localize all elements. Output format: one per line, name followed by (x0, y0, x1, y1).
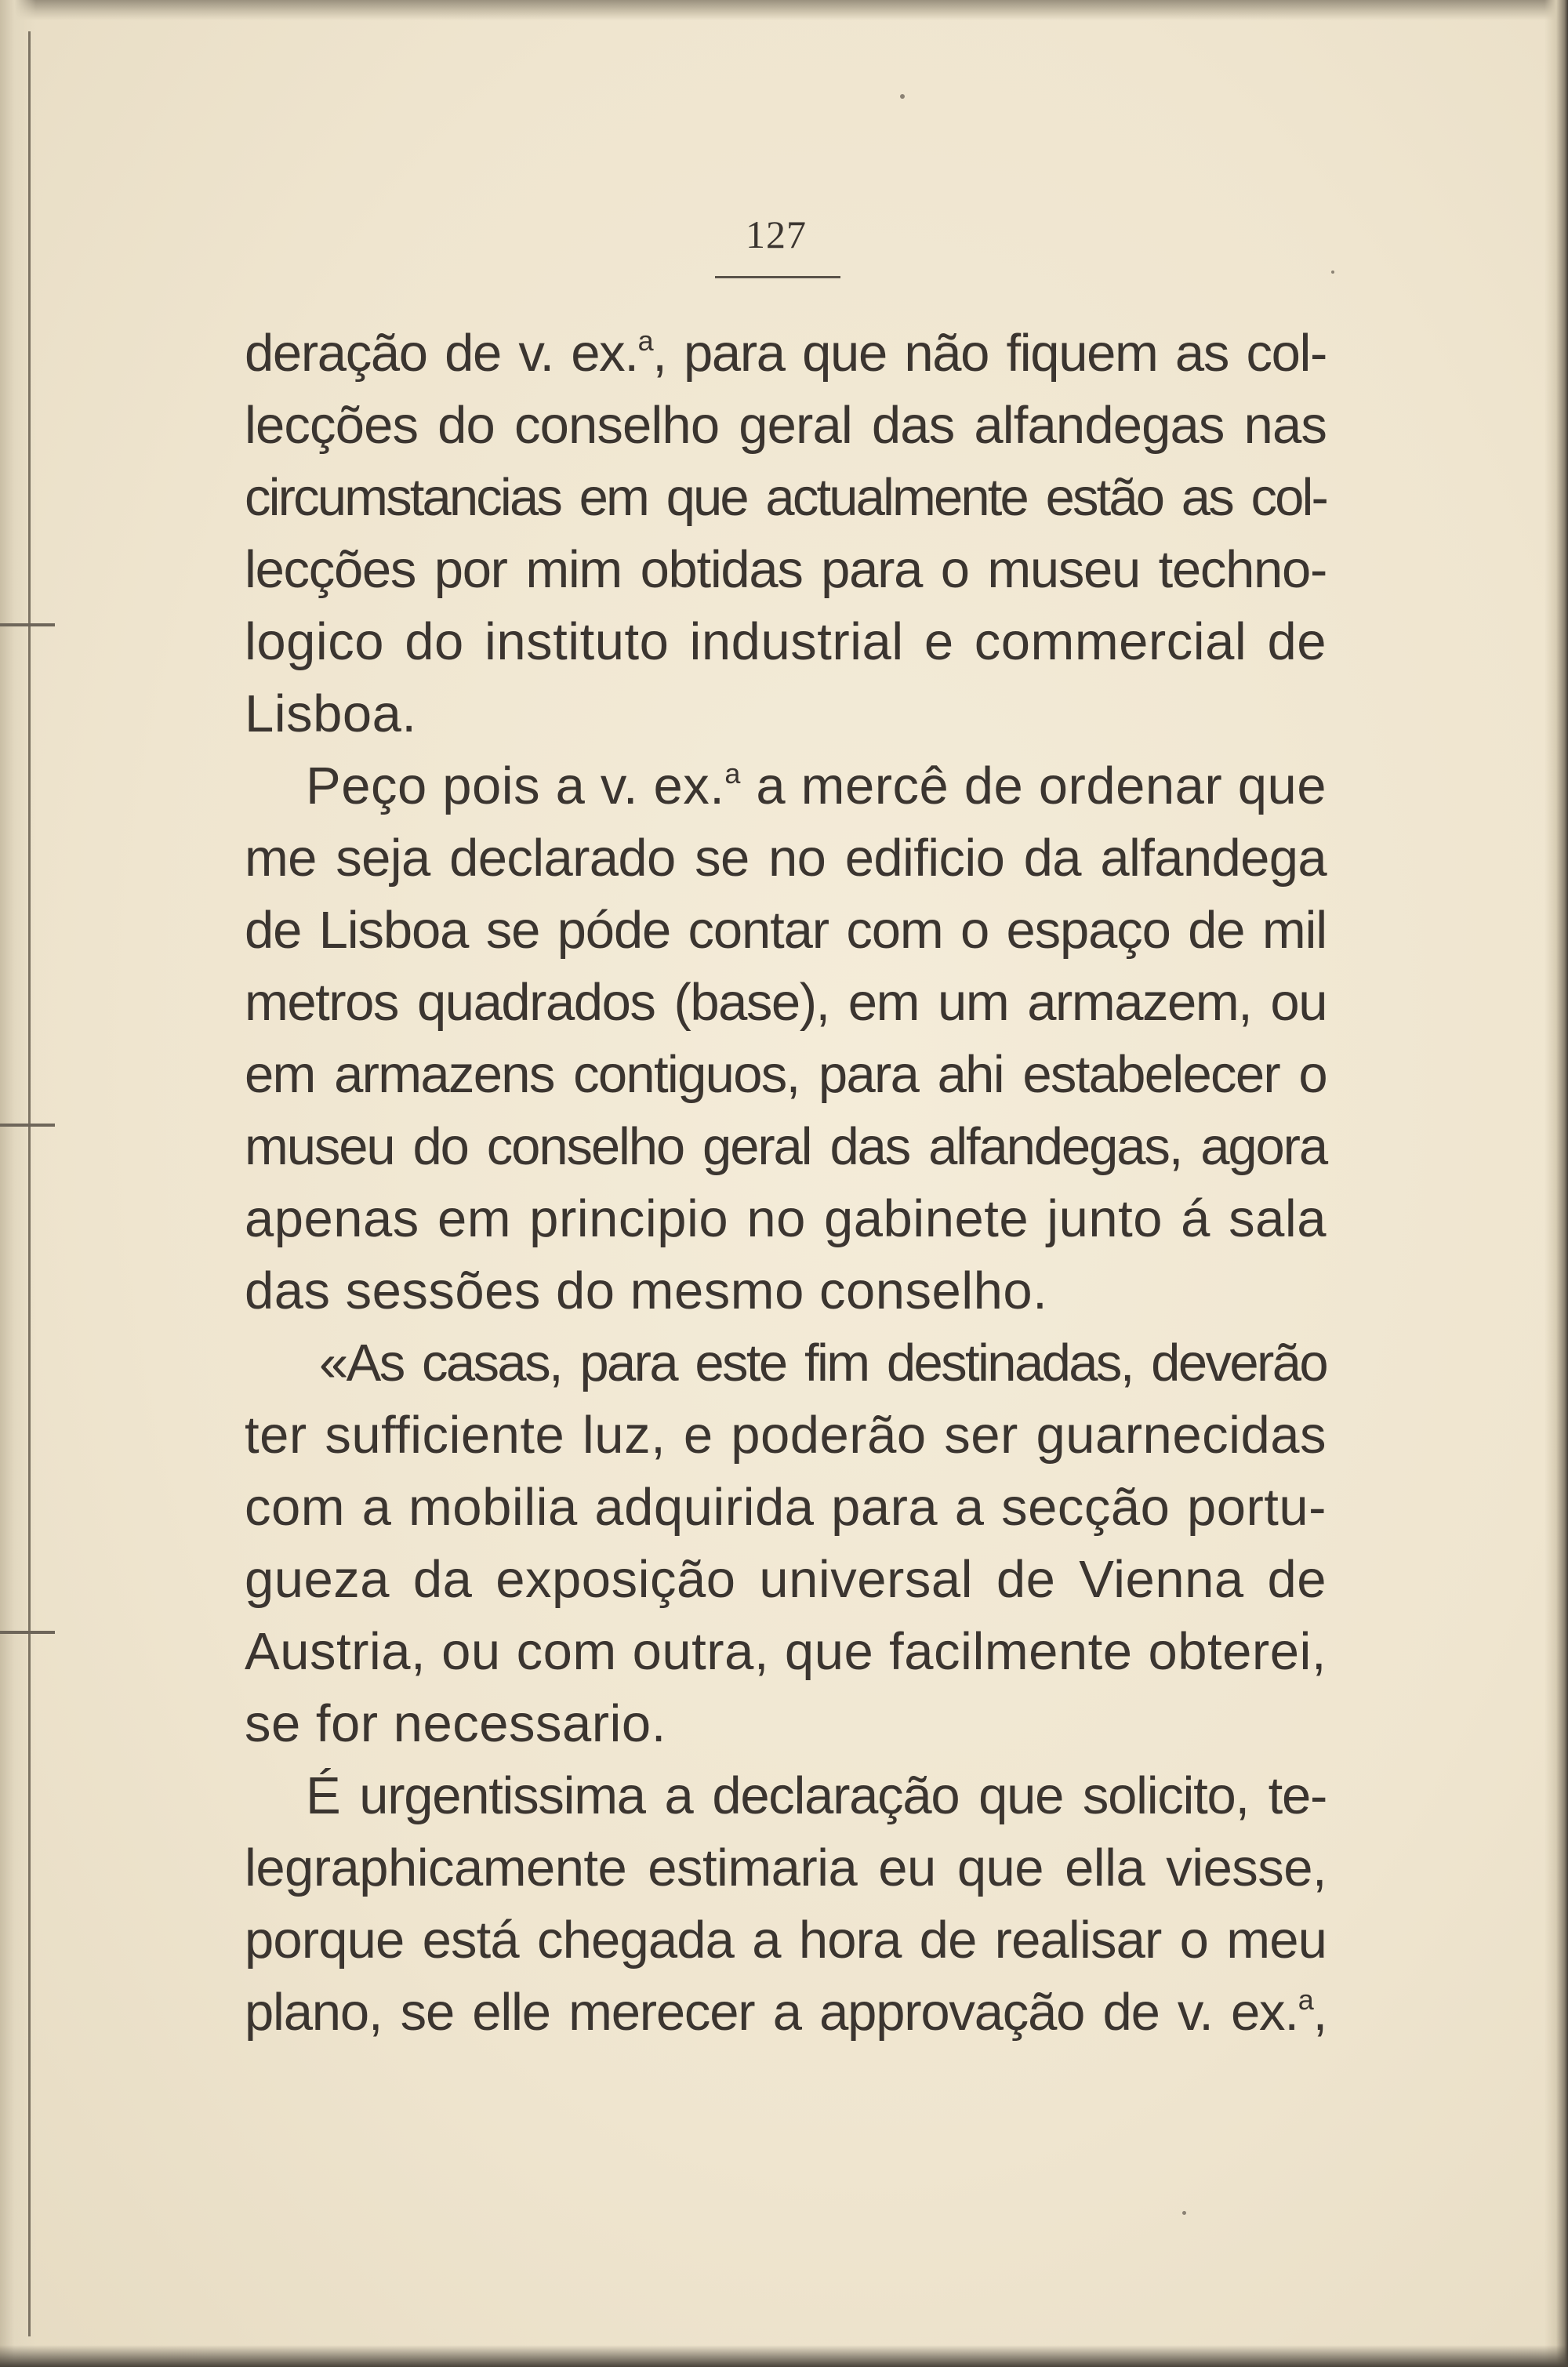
text-line: das sessões do mesmo conselho. (245, 1262, 1048, 1320)
text-line: logico do instituto industrial e commercial de (245, 612, 1327, 671)
text-line: circumstancias em que actualmente estão as col- (245, 468, 1327, 527)
text-line: em armazens contiguos, para ahi estabelecer o (245, 1045, 1327, 1104)
text-line: com a mobilia adquirida para a secção portu- (245, 1478, 1327, 1537)
text-line: Peço pois a v. ex.$^a$ a mercê de ordenar que (306, 757, 1327, 815)
text-line: gueza da exposição universal de Vienna de (245, 1550, 1327, 1609)
text-line: ter sufficiente luz, e poderão ser guarnecidas (245, 1406, 1327, 1465)
text-line: plano, se elle merecer a approvação de v. ex.$^a$, (245, 1983, 1327, 2042)
binding-tick (0, 1124, 55, 1127)
text-line: lecções do conselho geral das alfandegas nas (245, 396, 1327, 455)
text-line: É urgentissima a declaração que solicito, te- (306, 1766, 1327, 1825)
paper-speck (1182, 2211, 1186, 2215)
binding-rule (28, 31, 31, 2336)
text-line: apenas em principio no gabinete junto á sala (245, 1189, 1327, 1248)
text-line: Austria, ou com outra, que facilmente obterei, (245, 1622, 1327, 1681)
binding-tick (0, 1631, 55, 1634)
paper-speck (1331, 270, 1334, 274)
page-number-rule (715, 276, 840, 278)
page-top-edge (0, 0, 1568, 20)
body-text (245, 318, 1327, 2049)
page-left-edge (0, 0, 36, 2367)
text-line: «As casas, para este fim destinadas, deverão (319, 1334, 1327, 1392)
page-bottom-edge (0, 2345, 1568, 2367)
page-number: 127 (746, 212, 807, 256)
text-line: legraphicamente estimaria eu que ella viesse, (245, 1839, 1327, 1897)
text-line: lecções por mim obtidas para o museu techno- (245, 540, 1327, 599)
text-line: metros quadrados (base), em um armazem, ou (245, 973, 1327, 1032)
text-line: me seja declarado se no edificio da alfandega (245, 829, 1327, 888)
text-line: Lisboa. (245, 684, 417, 743)
paper-speck (900, 94, 905, 99)
text-line: deração de v. ex.$^a$, para que não fiquem as col- (245, 324, 1327, 383)
page-right-edge (1544, 0, 1568, 2367)
binding-tick (0, 623, 55, 626)
text-line: de Lisboa se póde contar com o espaço de mil (245, 901, 1327, 960)
text-line: porque está chegada a hora de realisar o meu (245, 1911, 1327, 1969)
text-line: se for necessario. (245, 1694, 666, 1753)
text-line: museu do conselho geral das alfandegas, agora (245, 1117, 1327, 1176)
